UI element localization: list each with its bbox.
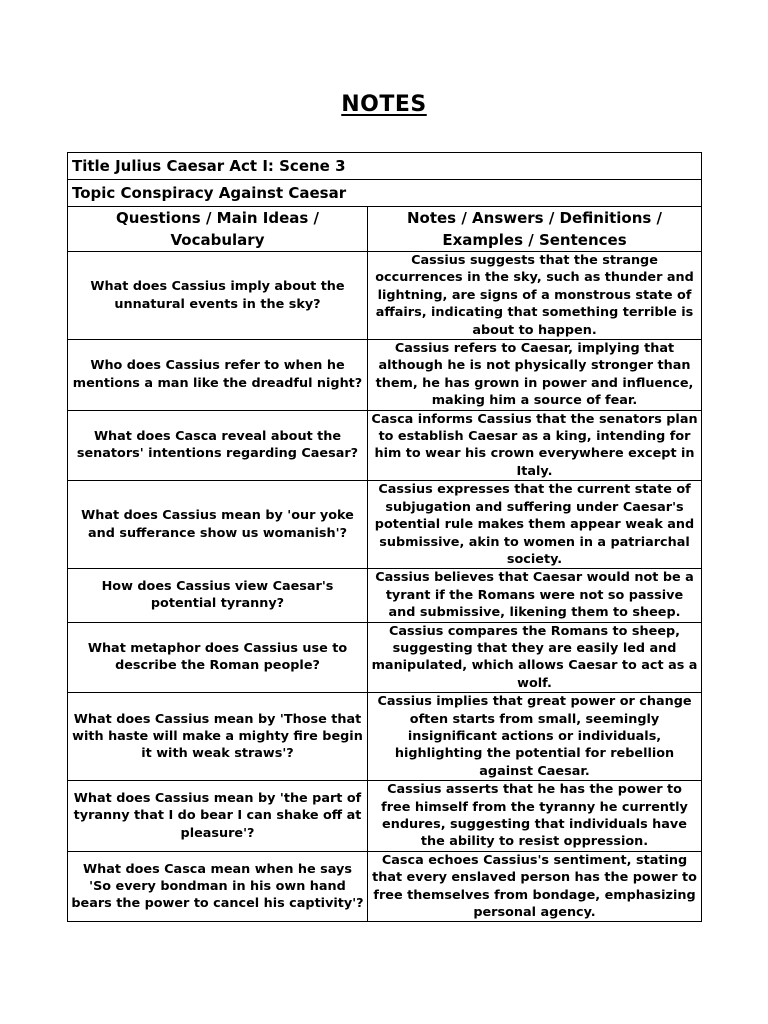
answer-cell: Casca informs Cassius that the senators plan to establish Caesar as a king, intending for him to wear his crown everywhere except in Italy. (368, 410, 702, 481)
question-cell: What does Casca reveal about the senators' intentions regarding Caesar? (68, 410, 368, 481)
table-row (68, 781, 702, 852)
topic-row (68, 180, 702, 207)
table-row (68, 252, 702, 340)
answer-cell: Cassius implies that great power or change often starts from small, seemingly insignificant actions or individuals, highlighting the potential for rebellion against Caesar. (368, 693, 702, 781)
table-row (68, 340, 702, 411)
question-cell: Who does Cassius refer to when he mentions a man like the dreadful night? (68, 340, 368, 411)
question-cell: How does Cassius view Caesar's potential tyranny? (68, 569, 368, 622)
table-row (68, 410, 702, 481)
question-cell: What does Cassius imply about the unnatural events in the sky? (68, 252, 368, 340)
answer-cell: Cassius compares the Romans to sheep, suggesting that they are easily led and manipulated, which allows Caesar to act as a wolf. (368, 622, 702, 693)
table-row (68, 851, 702, 922)
answer-cell: Casca echoes Cassius's sentiment, stating that every enslaved person has the power to free themselves from bondage, emphasizing personal agency. (368, 851, 702, 922)
table-row (68, 481, 702, 569)
notes-header: Notes / Answers / Definitions / Examples / Sentences (368, 207, 702, 252)
question-cell: What does Casca mean when he says 'So every bondman in his own hand bears the power to cancel his captivity'? (68, 851, 368, 922)
answer-cell: Cassius asserts that he has the power to free himself from the tyranny he currently endures, suggesting that individuals have the ability to resist oppression. (368, 781, 702, 852)
page-title: NOTES (341, 92, 427, 117)
question-cell: What does Cassius mean by 'our yoke and sufferance show us womanish'? (68, 481, 368, 569)
table-row (68, 622, 702, 693)
table-row (68, 693, 702, 781)
topic-cell: Topic Conspiracy Against Caesar (68, 180, 702, 207)
answer-cell: Cassius suggests that the strange occurrences in the sky, such as thunder and lightning, are signs of a monstrous state of affairs, indicating that something terrible is about to happen. (368, 252, 702, 340)
question-cell: What does Cassius mean by 'Those that with haste will make a mighty fire begin it with weak straws'? (68, 693, 368, 781)
notes-table (67, 152, 702, 922)
answer-cell: Cassius believes that Caesar would not be a tyrant if the Romans were not so passive and submissive, likening them to sheep. (368, 569, 702, 622)
title-cell: Title Julius Caesar Act I: Scene 3 (68, 153, 702, 180)
answer-cell: Cassius expresses that the current state of subjugation and suffering under Caesar's potential rule makes them appear weak and submissive, akin to women in a patriarchal society. (368, 481, 702, 569)
question-cell: What metaphor does Cassius use to describe the Roman people? (68, 622, 368, 693)
table-row (68, 569, 702, 622)
question-cell: What does Cassius mean by 'the part of tyranny that I do bear I can shake off at pleasure'? (68, 781, 368, 852)
answer-cell: Cassius refers to Caesar, implying that although he is not physically stronger than them, he has grown in power and influence, making him a source of fear. (368, 340, 702, 411)
title-row (68, 153, 702, 180)
questions-header: Questions / Main Ideas / Vocabulary (68, 207, 368, 252)
column-header-row (68, 207, 702, 252)
